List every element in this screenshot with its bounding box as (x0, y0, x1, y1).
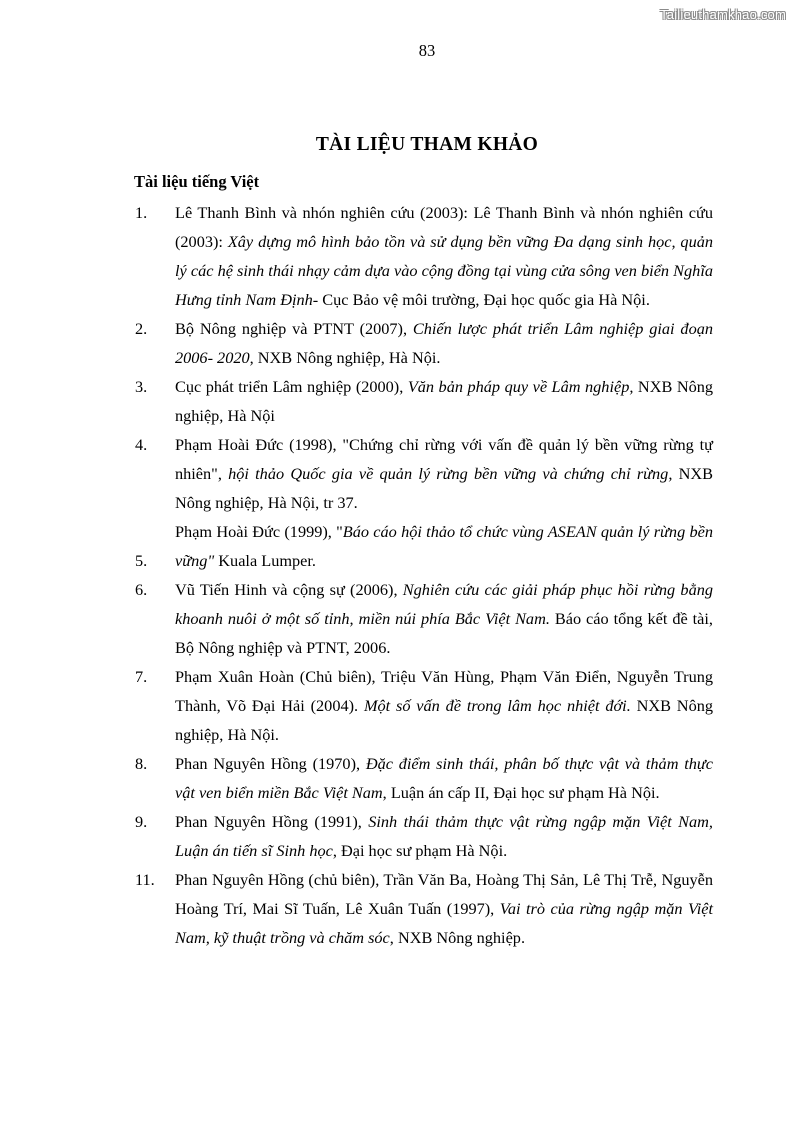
page-title: TÀI LIỆU THAM KHẢO (315, 134, 539, 155)
reference-list (135, 198, 713, 952)
reference-text: Phạm Hoài Đức (1999), "Báo cáo hội thảo tổ chức vùng ASEAN quản lý rừng bền vững" Kuala Lumper. (175, 522, 714, 570)
reference-number: 8. (135, 754, 148, 773)
reference-item (135, 749, 713, 807)
section-heading: Tài liệu tiếng Việt (134, 172, 260, 191)
reference-text: Lê Thanh Bình và nhón nghiên cứu (2003): Lê Thanh Bình và nhón nghiên cứu (2003): Xây dựng mô hình bảo tồn và sử dụng bền vững Đa dạng sinh học, quản lý các hệ sinh thái nhạy cảm dựa vào cộng đồng tại vùng cửa sông ven biển Nghĩa Hưng tỉnh Nam Định- Cục Bảo vệ môi trường, Đại học quốc gia Hà Nội. (175, 203, 713, 309)
reference-text: Bộ Nông nghiệp và PTNT (2007), Chiến lược phát triển Lâm nghiệp giai đoạn 2006- 2020, NXB Nông nghiệp, Hà Nội. (175, 319, 713, 367)
reference-number: 11. (135, 870, 155, 889)
reference-item (135, 430, 713, 517)
reference-number: 5. (135, 551, 148, 570)
reference-item (135, 314, 713, 372)
reference-number: 6. (135, 580, 148, 599)
reference-item (135, 198, 713, 314)
reference-number: 3. (135, 377, 148, 396)
reference-text: Phan Nguyên Hồng (1991), Sinh thái thảm thực vật rừng ngập mặn Việt Nam, Luận án tiến sĩ Sinh học, Đại học sư phạm Hà Nội. (175, 812, 713, 860)
page-number: 83 (418, 41, 436, 60)
reference-item (135, 517, 713, 575)
reference-item (135, 575, 713, 662)
reference-number: 1. (135, 203, 148, 222)
reference-text: Vũ Tiến Hinh và cộng sự (2006), Nghiên cứu các giải pháp phục hồi rừng bằng khoanh nuôi ở một số tỉnh, miền núi phía Bắc Việt Nam. Báo cáo tổng kết đề tài, Bộ Nông nghiệp và PTNT, 2006. (175, 580, 713, 657)
reference-number: 9. (135, 812, 148, 831)
reference-number: 2. (135, 319, 148, 338)
reference-item (135, 865, 713, 952)
reference-text: Phạm Hoài Đức (1998), "Chứng chỉ rừng với vấn đề quản lý bền vững rừng tự nhiên", hội thảo Quốc gia về quản lý rừng bền vững và chứng chỉ rừng, NXB Nông nghiệp, Hà Nội, tr 37. (175, 435, 713, 512)
reference-text: Phan Nguyên Hồng (1970), Đặc điểm sinh thái, phân bố thực vật và thảm thực vật ven biển miền Bắc Việt Nam, Luận án cấp II, Đại học sư phạm Hà Nội. (175, 754, 713, 802)
reference-item (135, 372, 713, 430)
reference-text: Phạm Xuân Hoàn (Chủ biên), Triệu Văn Hùng, Phạm Văn Điển, Nguyễn Trung Thành, Võ Đại Hải (2004). Một số vấn đề trong lâm học nhiệt đới. NXB Nông nghiệp, Hà Nội. (175, 667, 713, 744)
reference-text: Cục phát triển Lâm nghiệp (2000), Văn bản pháp quy về Lâm nghiệp, NXB Nông nghiệp, Hà Nội (175, 377, 714, 425)
watermark: Tailieuthamkhao.com (660, 7, 786, 22)
reference-text: Phan Nguyên Hồng (chủ biên), Trần Văn Ba, Hoàng Thị Sản, Lê Thị Trễ, Nguyễn Hoàng Trí, Mai Sĩ Tuấn, Lê Xuân Tuấn (1997), Vai trò của rừng ngập mặn Việt Nam, kỹ thuật trồng và chăm sóc, NXB Nông nghiệp. (175, 870, 714, 947)
reference-number: 7. (135, 667, 148, 686)
reference-item (135, 662, 713, 749)
reference-number: 4. (135, 435, 148, 454)
reference-item (135, 807, 713, 865)
